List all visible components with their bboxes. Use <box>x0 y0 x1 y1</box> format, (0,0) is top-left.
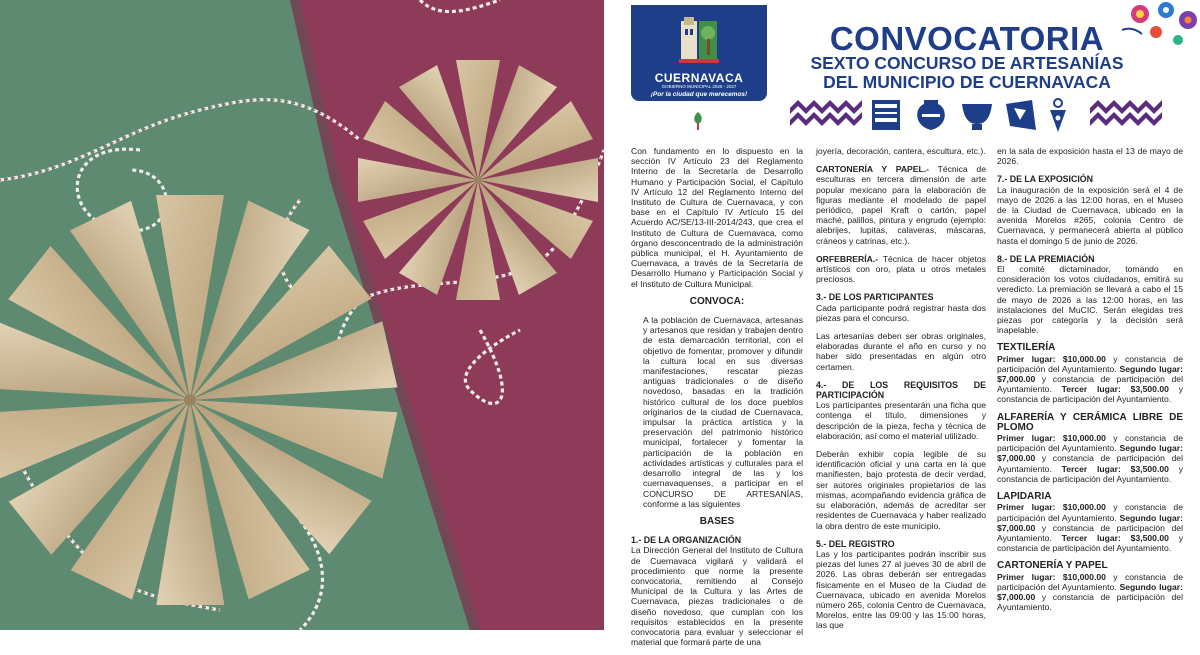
section-8-text: El comité dictaminador, tomando en consideración los votos ciudadanos, emitirá su veredicto. La premiación se llevará a cabo el 15 de mayo de 2026 a las 12:00 horas, en las instalaciones del MuCIC. Serán elegidas tres piezas por categoría y la decisión será inapelable. <box>997 264 1183 336</box>
section-4-title: 4.- DE LOS REQUISITOS DE PARTICIPACIÓN <box>816 379 986 401</box>
zigzag-pattern-icon <box>790 100 862 126</box>
text-column-2 <box>816 146 986 639</box>
prize-first: Primer lugar: $10,000.00 <box>997 502 1106 513</box>
prize-third: Tercer lugar: $3,500.00 <box>1061 384 1169 395</box>
prize-note: y constancia de participación del Ayuntamiento. <box>997 433 1183 454</box>
section-1-title: 1.- DE LA ORGANIZACIÓN <box>631 535 742 546</box>
prize-note: y constancia de participación del Ayuntamiento. <box>997 463 1183 484</box>
section-3-title: 3.- DE LOS PARTICIPANTES <box>816 292 934 303</box>
convoca-heading: CONVOCA: <box>689 295 745 307</box>
category-alfareria: ALFARERÍA Y CERÁMICA LIBRE DE PLOMO <box>997 411 1183 433</box>
convoca-paragraph: A la población de Cuernavaca, artesanas y artesanos que residan y trabajen dentro de esta demarcación territorial, con el objetivo de fomentar, promover y difundir la cultura local en sus diversas manifestaciones, rescatar piezas antiguas tradicionales o de diseño novedoso, basadas en la tradición histórico cultural de los doce pueblos originarios de la ciudad de Cuernavaca, impulsar la práctica artística y la preservación del patrimonio histórico municipal, fortalecer y fomentar la participación de la población en actividades artísticas y culturales para el desarrollo integral de las y los cuernavaquenses, a participar en el CONCURSO DE ARTESANÍAS, conforme a las siguientes <box>643 315 803 509</box>
orfebreria-text: Técnica de hacer objetos artísticos con oro, plata u otros metales preciosos. <box>816 253 986 285</box>
textile-icon <box>872 100 900 130</box>
convocatoria-document <box>604 0 1200 648</box>
text-column-3 <box>997 146 1183 620</box>
prize-second: Segundo lugar: $7,000.00 <box>997 581 1183 602</box>
prize-note: y constancia de participación del Ayuntamiento. <box>997 532 1183 554</box>
floral-corner-icon <box>1120 0 1200 50</box>
stone-bowl-icon <box>962 104 992 130</box>
paper-stars-illustration <box>0 0 604 630</box>
prize-second: Segundo lugar: $7,000.00 <box>997 512 1183 533</box>
earring-icon <box>1050 99 1066 132</box>
category-textileria: TEXTILERÍA <box>997 342 1056 354</box>
cut-paper-icon <box>1006 100 1036 130</box>
cuernavaca-logo <box>631 5 767 101</box>
section-7-title: 7.- DE LA EXPOSICIÓN <box>997 174 1093 185</box>
orfebreria-label: ORFEBRERÍA.- <box>816 253 879 264</box>
logo-name: CUERNAVACA <box>654 71 744 85</box>
continued-text: en la sala de exposición hasta el 13 de mayo de 2026. <box>997 146 1183 167</box>
section-5-text: Las y los participantes podrán inscribir sus piezas del lunes 27 al jueves 30 de abril de 2026. Las obras deberán ser entregadas físicamente en el Museo de la Ciudad de Cuernavaca, ubicado en avenida Morelos número 265, colonia Centro de Cuernavaca, Morelos, entre las 09:00 y las 15:00 horas, las que <box>816 548 986 631</box>
bases-heading: BASES <box>699 515 735 527</box>
prize-note: y constancia de participación del Ayuntamiento. <box>997 374 1183 395</box>
prize-note: y constancia de participación del Ayuntamiento. <box>997 384 1183 405</box>
section-3-text-1: Cada participante podrá registrar hasta dos piezas para el concurso. <box>816 302 986 323</box>
section-3-text-2: Las artesanías deben ser obras originales, elaboradas durante el año en curso y no haber sido presentadas en algún otro certamen. <box>816 331 986 372</box>
logo-subtitle: GOBIERNO MUNICIPAL 2025 - 2027 <box>661 84 737 89</box>
clay-pot-icon <box>917 100 945 130</box>
page-title: CONVOCATORIA <box>829 20 1105 57</box>
text-column-1 <box>631 146 803 655</box>
prize-note: y constancia de participación del Ayuntamiento. <box>997 591 1183 613</box>
section-4-text-1: Los participantes presentarán una ficha que contenga el título, dimensiones y descripción de la pieza, fecha y técnica de elaboración, así como el material utilizado. <box>816 400 986 441</box>
city-emblem-icon <box>679 15 719 63</box>
prize-note: y constancia de participación del Ayuntamiento. <box>997 502 1183 523</box>
category-cartoneria: CARTONERÍA Y PAPEL <box>997 560 1108 572</box>
cartoneria-label: CARTONERÍA Y PAPEL.- <box>816 164 929 175</box>
section-5-title: 5.- DEL REGISTRO <box>816 538 895 549</box>
page-subtitle-line1: SEXTO CONCURSO DE ARTESANÍAS <box>810 53 1124 73</box>
page-subtitle-line2: DEL MUNICIPIO DE CUERNAVACA <box>823 72 1111 92</box>
section-8-title: 8.- DE LA PREMIACIÓN <box>997 253 1095 264</box>
plant-emblem-icon <box>690 110 706 132</box>
prize-first: Primer lugar: $10,000.00 <box>997 571 1106 582</box>
zigzag-pattern-icon <box>1090 100 1162 126</box>
prize-note: y constancia de participación del Ayuntamiento. <box>997 453 1183 474</box>
cartoneria-text: Técnica de esculturas en tercera dimensión de arte popular mexicano para la elaboración de figuras mediante el modelado de papel periódico, papel Kraft o cartón, papel maché, palillos, pintura y engrudo (ejemplo: alebrijes, lupitas, calaveras, máscaras, cráneos y catrinas, etc.). <box>816 164 986 246</box>
section-7-text: La inauguración de la exposición será el 4 de mayo de 2026 a las 12:00 horas, en el Museo de la Ciudad de Cuernavaca, ubicado en la avenida Morelos #265, colonia Centro de Cuernavaca, y permanecerá abierta al público hasta el domingo 5 de junio de 2026. <box>997 184 1183 246</box>
prize-third: Tercer lugar: $3,500.00 <box>1061 463 1169 474</box>
logo-slogan: ¡Por la ciudad que merecemos! <box>650 91 748 98</box>
prize-second: Segundo lugar: $7,000.00 <box>997 443 1183 464</box>
prize-note: y constancia de participación del Ayuntamiento. <box>997 353 1183 374</box>
prize-third: Tercer lugar: $3,500.00 <box>1061 532 1169 543</box>
prize-first: Primer lugar: $10,000.00 <box>997 433 1106 444</box>
prize-note: y constancia de participación del Ayuntamiento. <box>997 571 1183 592</box>
prize-first: Primer lugar: $10,000.00 <box>997 353 1106 364</box>
prize-note: y constancia de participación del Ayuntamiento. <box>997 522 1183 543</box>
section-4-text-2: Deberán exhibir copia legible de su identificación oficial y una carta en la que manifiesten, bajo protesta de decir verdad, ser autores originales propietarios de las mismas, acompañando evidencia gráfica de su elaboración, además de acreditar ser residentes de Cuernavaca y haber realizado la obra dentro de este municipio. <box>816 449 986 531</box>
continued-text: joyería, decoración, cantera, escultura, etc.). <box>816 146 986 156</box>
section-1-text: La Dirección General del Instituto de Cultura de Cuernavaca vigilará y validará el procedimiento que norme la presente convocatoria, remitiendo al Consejo Municipal de la Cultura y las Artes de Cuernavaca, piezas tradicionales o de diseño novedoso, que cumplan con los requisitos establecidos en la presente convocatoria para evaluar y seleccionar el material que formará parte de una <box>631 545 803 648</box>
category-lapidaria: LAPIDARIA <box>997 491 1052 503</box>
prize-second: Segundo lugar: $7,000.00 <box>997 363 1183 385</box>
craft-photo <box>0 0 604 630</box>
intro-paragraph: Con fundamento en lo dispuesto en la sección IV Artículo 23 del Reglamento Interno de la Secretaría de Desarrollo Humano y Participación Social, el Capítulo IV Artículo 12 del Reglamento Interno del Instituto de Cultura de Cuernavaca, y con base en el Capítulo IV Artículo 15 del Acuerdo AC/SE/13-III-2014/243, que crea el Instituto de Cultura de Cuernavaca, como órgano desconcentrado de la administración pública municipal, el H. Ayuntamiento de Cuernavaca, a través de la Secretaría de Desarrollo Humano y Participación Social y el Instituto de Cultura Municipal. <box>631 146 803 289</box>
craft-icons-row <box>790 98 1190 134</box>
